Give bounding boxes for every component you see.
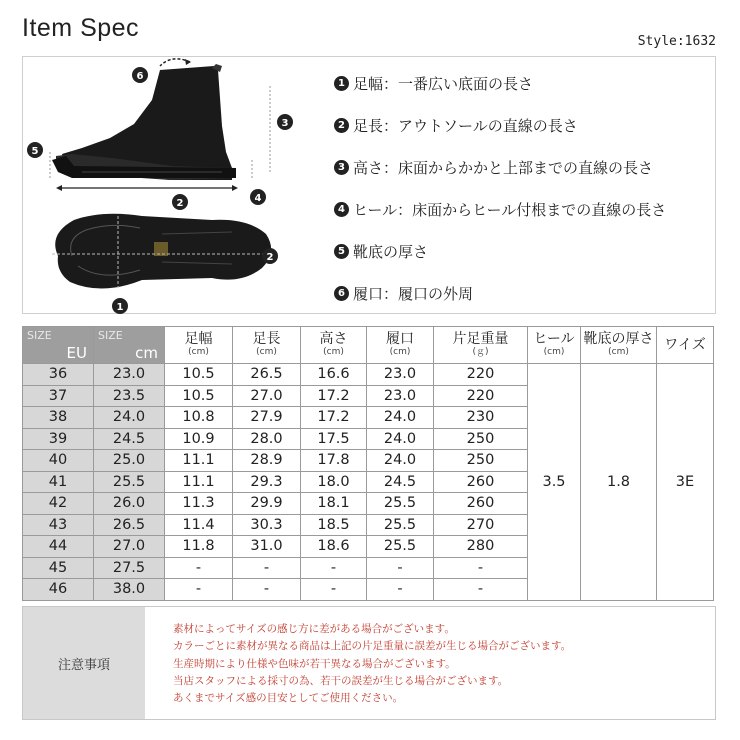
cell-eu: 41	[23, 471, 94, 493]
header-heel: ヒール (cm)	[528, 327, 581, 364]
header-wise: ワイズ	[657, 327, 714, 364]
header-opening: 履口 (cm)	[367, 327, 434, 364]
cell-sole-thickness: 1.8	[581, 364, 657, 601]
cell-height: -	[301, 557, 367, 579]
cell-eu: 42	[23, 493, 94, 515]
marker-6	[132, 67, 148, 83]
svg-text:6: 6	[136, 71, 144, 82]
marker-3	[277, 114, 293, 130]
cell-eu: 36	[23, 364, 94, 386]
number-4-icon: 4	[334, 202, 349, 217]
notes-list	[173, 621, 713, 707]
number-1-icon: 1	[334, 76, 349, 91]
marker-2	[172, 194, 188, 210]
svg-text:4: 4	[254, 193, 262, 204]
cell-weight: 220	[434, 364, 528, 386]
cell-eu: 45	[23, 557, 94, 579]
cell-cm: 26.0	[94, 493, 165, 515]
legend-item-sole-thickness	[334, 230, 724, 272]
note-line: あくまでサイズ感の目安としてご使用ください。	[173, 692, 404, 705]
svg-text:1: 1	[116, 302, 124, 313]
cell-weight: 220	[434, 385, 528, 407]
cell-weight: 230	[434, 407, 528, 429]
cell-width: 11.4	[165, 514, 233, 536]
svg-text:2: 2	[176, 198, 184, 209]
cell-opening: 23.0	[367, 364, 434, 386]
legend-text: 高さ：床面からかかと上部までの直線の長さ	[353, 158, 654, 177]
cell-width: 11.8	[165, 536, 233, 558]
legend-text: 足幅：一番広い底面の長さ	[353, 74, 534, 93]
header-weight: 片足重量 (ｇ)	[434, 327, 528, 364]
size-spec-table	[22, 326, 714, 601]
cell-weight: 280	[434, 536, 528, 558]
svg-text:2: 2	[266, 252, 274, 263]
cell-length: 29.3	[233, 471, 301, 493]
measurement-legend	[334, 62, 724, 314]
cell-eu: 39	[23, 428, 94, 450]
cell-eu: 46	[23, 579, 94, 601]
marker-5	[27, 142, 43, 158]
cell-cm: 24.5	[94, 428, 165, 450]
cell-weight: 270	[434, 514, 528, 536]
cell-width: -	[165, 579, 233, 601]
cell-width: 10.5	[165, 385, 233, 407]
number-5-icon: 5	[334, 244, 349, 259]
cell-height: 18.1	[301, 493, 367, 515]
number-2-icon: 2	[334, 118, 349, 133]
cell-opening: 24.0	[367, 450, 434, 472]
cell-eu: 43	[23, 514, 94, 536]
shoe-diagram	[22, 56, 322, 314]
note-line: 素材によってサイズの感じ方に差がある場合がございます。	[173, 623, 455, 635]
cell-height: 17.2	[301, 385, 367, 407]
cell-opening: -	[367, 557, 434, 579]
cell-length: 30.3	[233, 514, 301, 536]
cell-length: -	[233, 579, 301, 601]
cell-eu: 40	[23, 450, 94, 472]
cell-opening: 24.5	[367, 471, 434, 493]
legend-item-opening	[334, 272, 724, 314]
note-line: 生産時期により仕様や色味が若干異なる場合がございます。	[173, 657, 456, 670]
cell-weight: -	[434, 579, 528, 601]
legend-text: 履口：履口の外周	[353, 284, 474, 303]
svg-text:3: 3	[281, 118, 289, 129]
header-size-cm: SIZE cm	[94, 327, 165, 364]
cell-width: 10.9	[165, 428, 233, 450]
cell-cm: 23.0	[94, 364, 165, 386]
cell-weight: 250	[434, 450, 528, 472]
cell-height: 16.6	[301, 364, 367, 386]
cell-width: 10.8	[165, 407, 233, 429]
shoe-sole-view	[55, 214, 271, 289]
cell-length: 29.9	[233, 493, 301, 515]
legend-text: ヒール：床面からヒール付根までの直線の長さ	[353, 200, 667, 219]
header-size-eu: SIZE EU	[23, 327, 94, 364]
cell-weight: 260	[434, 471, 528, 493]
svg-text:5: 5	[31, 146, 39, 157]
cell-length: 31.0	[233, 536, 301, 558]
header-foot-length: 足長 (cm)	[233, 327, 301, 364]
cell-eu: 37	[23, 385, 94, 407]
notes-label: 注意事項	[23, 607, 145, 719]
cell-width: 10.5	[165, 364, 233, 386]
cell-length: 28.0	[233, 428, 301, 450]
cell-width: -	[165, 557, 233, 579]
cell-opening: 25.5	[367, 536, 434, 558]
cell-length: 26.5	[233, 364, 301, 386]
header-foot-width: 足幅 (cm)	[165, 327, 233, 364]
legend-item-foot-width	[334, 62, 724, 104]
cell-height: -	[301, 579, 367, 601]
legend-item-heel	[334, 188, 724, 230]
cell-cm: 25.0	[94, 450, 165, 472]
note-line: 当店スタッフによる採寸の為、若干の誤差が生じる場合がございます。	[173, 674, 509, 687]
cell-heel: 3.5	[528, 364, 581, 601]
legend-text: 足長：アウトソールの直線の長さ	[353, 116, 578, 135]
notes-box	[22, 606, 716, 720]
header-height: 高さ (cm)	[301, 327, 367, 364]
style-code: Style:1632	[637, 34, 716, 49]
cell-opening: 25.5	[367, 493, 434, 515]
marker-1	[112, 298, 128, 314]
cell-length: 27.0	[233, 385, 301, 407]
number-3-icon: 3	[334, 160, 349, 175]
cell-cm: 25.5	[94, 471, 165, 493]
number-6-icon: 6	[334, 286, 349, 301]
header-sole-thickness: 靴底の厚さ (cm)	[581, 327, 657, 364]
cell-width: 11.3	[165, 493, 233, 515]
marker-2-sole	[262, 248, 278, 264]
cell-height: 18.5	[301, 514, 367, 536]
cell-opening: -	[367, 579, 434, 601]
table-row	[23, 364, 714, 386]
legend-item-height	[334, 146, 724, 188]
cell-opening: 25.5	[367, 514, 434, 536]
marker-4	[250, 189, 266, 205]
cell-height: 17.2	[301, 407, 367, 429]
page-title: Item Spec	[22, 14, 140, 42]
cell-eu: 44	[23, 536, 94, 558]
cell-width: 11.1	[165, 450, 233, 472]
cell-opening: 24.0	[367, 407, 434, 429]
cell-height: 17.5	[301, 428, 367, 450]
cell-length: 28.9	[233, 450, 301, 472]
cell-wise: 3E	[657, 364, 714, 601]
cell-eu: 38	[23, 407, 94, 429]
table-header-row	[23, 327, 714, 364]
legend-text: 靴底の厚さ	[353, 242, 429, 261]
cell-cm: 23.5	[94, 385, 165, 407]
cell-weight: 260	[434, 493, 528, 515]
note-line: カラーごとに素材が異なる商品は上記の片足重量に誤差が生じる場合がございます。	[173, 640, 572, 653]
cell-cm: 26.5	[94, 514, 165, 536]
cell-length: -	[233, 557, 301, 579]
cell-width: 11.1	[165, 471, 233, 493]
cell-height: 17.8	[301, 450, 367, 472]
cell-height: 18.0	[301, 471, 367, 493]
cell-length: 27.9	[233, 407, 301, 429]
cell-cm: 27.5	[94, 557, 165, 579]
cell-height: 18.6	[301, 536, 367, 558]
cell-cm: 38.0	[94, 579, 165, 601]
cell-cm: 24.0	[94, 407, 165, 429]
cell-opening: 24.0	[367, 428, 434, 450]
cell-opening: 23.0	[367, 385, 434, 407]
cell-weight: 250	[434, 428, 528, 450]
cell-weight: -	[434, 557, 528, 579]
cell-cm: 27.0	[94, 536, 165, 558]
legend-item-foot-length	[334, 104, 724, 146]
